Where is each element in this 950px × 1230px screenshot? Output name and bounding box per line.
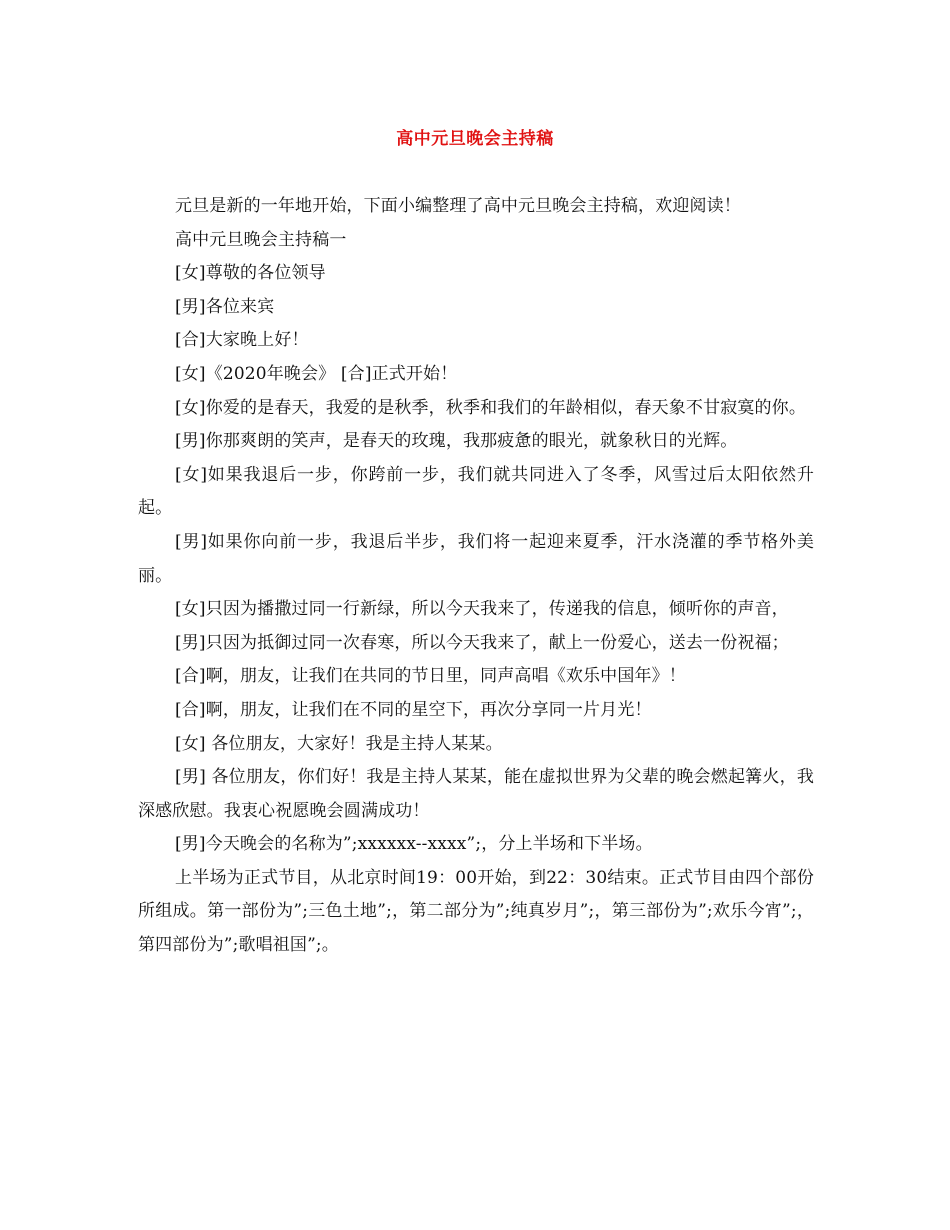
section-heading: 高中元旦晚会主持稿一 [175, 229, 347, 250]
paragraph: [合]啊，朋友，让我们在不同的星空下，再次分享同一片月光！ [175, 699, 652, 720]
paragraph: [男]各位来宾 [175, 296, 275, 317]
paragraph: [合]啊，朋友，让我们在共同的节日里，同声高唱《欢乐中国年》！ [175, 666, 686, 687]
document-body [138, 190, 814, 963]
paragraph: [女]尊敬的各位领导 [175, 263, 326, 284]
paragraph: 元旦是新的一年地开始，下面小编整理了高中元旦晚会主持稿，欢迎阅读！ [175, 196, 741, 216]
paragraph: [合]大家晚上好！ [175, 330, 309, 351]
paragraph: [女]你爱的是春天，我爱的是秋季，秋季和我们的年龄相似，春天象不甘寂寞的你。 [175, 397, 806, 418]
paragraph: [男] 各位朋友，你们好！我是主持人某某，能在虚拟世界为父辈的晚会燃起篝火，我深感欣慰。我衷心祝愿晚会圆满成功！ [138, 767, 814, 821]
paragraph: [女] 各位朋友，大家好！我是主持人某某。 [175, 733, 503, 754]
paragraph: [女]如果我退后一步，你跨前一步，我们就共同进入了冬季，风雪过后太阳依然升起。 [138, 464, 814, 519]
paragraph: [女]只因为播撒过同一行新绿，所以今天我来了，传递我的信息，倾听你的声音， [175, 599, 789, 620]
paragraph: 上半场为正式节目，从北京时间19：00开始，到22：30结束。正式节目由四个部份所组成。第一部份为”;三色土地”;，第二部分为”;纯真岁月”;，第三部份为”;欢乐今宵”;，第四部份为”;歌唱祖国”;。 [138, 867, 814, 956]
paragraph: [女]《2020年晚会》 [合]正式开始！ [175, 363, 458, 384]
document-title: 高中元旦晚会主持稿 [396, 129, 554, 149]
paragraph: [男]今天晚会的名称为”;xxxxxx--xxxx”;，分上半场和下半场。 [175, 834, 653, 855]
paragraph: [男]如果你向前一步，我退后半步，我们将一起迎来夏季，汗水浇灌的季节格外美丽。 [138, 531, 814, 586]
paragraph: [男]你那爽朗的笑声，是春天的玫瑰，我那疲惫的眼光，就象秋日的光辉。 [175, 431, 738, 452]
paragraph: [男]只因为抵御过同一次春寒，所以今天我来了，献上一份爱心，送去一份祝福； [175, 632, 789, 653]
